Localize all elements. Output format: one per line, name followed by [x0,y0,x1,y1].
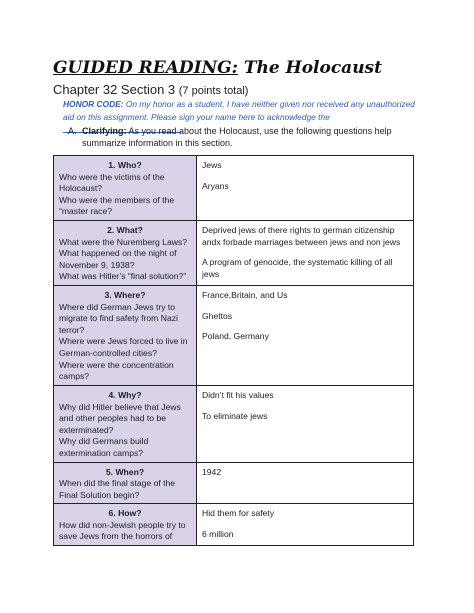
table-row [54,220,414,285]
answer-cell[interactable] [197,220,414,285]
answer-text: Ghettos [202,310,233,321]
table-row [54,385,414,462]
question-text: Where were the concentration camps? [59,359,174,382]
question-cell [54,385,197,462]
chapter-label: Chapter 32 Section 3 [53,82,176,97]
answer-text: Jews [202,160,222,170]
question-text: Why did Germans build extermination camps? [59,436,149,458]
question-text: What were the Nuremberg Laws? [59,236,188,247]
honor-code-label: HONOR CODE: [63,99,124,109]
question-text: What was Hitler’s “final solution?” [59,271,187,282]
section-a [68,125,418,149]
question-text: Who were the victims of the Holocaust? [59,171,165,194]
points-total: (7 points total) [178,85,249,97]
answer-cell[interactable] [197,285,414,385]
question-heading: 5. When? [105,466,145,477]
answer-cell[interactable] [197,156,414,221]
answer-text: To eliminate jews [202,410,268,421]
question-text: How did non-Jewish people try to save Jews from the horrors of [59,519,186,542]
question-text: Why did Hitler believe that Jews and other peoples had to be exterminated? [59,401,181,435]
section-a-label: Clarifying: [82,126,127,136]
answer-text: Poland, Germany [202,331,269,342]
answer-cell[interactable] [197,504,414,546]
answer-text: Aryans [202,180,229,191]
answer-cell[interactable] [197,385,414,462]
answer-cell[interactable] [197,462,414,504]
table-row [54,462,414,504]
guided-reading-table [53,155,414,546]
answer-text: 1942 [202,466,222,477]
title-rest: The Holocaust [237,58,382,78]
question-heading: 4. Why? [108,389,142,400]
answer-text: Deprived jews of there rights to german citizenship andx forbade marriages between jews and non jews [202,224,401,247]
answer-text: A program of genocide, the systematic killing of all jews [202,257,393,279]
table-row [54,156,414,221]
question-text: Where were Jews forced to live in German-controlled cities? [59,336,188,358]
honor-code-text: On my honor as a student, I have neither given nor received any unauthorized aid on this assignment. Please sign your name here to acknowledge the [63,99,415,122]
question-cell [54,285,197,385]
question-cell [54,220,197,285]
question-cell [54,504,197,546]
section-a-marker: A. [68,126,77,136]
answer-text: 6 million [202,528,234,539]
table-body [54,156,414,546]
question-cell [54,462,197,504]
answer-text: Hid them for safety [202,508,275,519]
section-a-body [82,125,418,149]
page-title [53,58,382,78]
question-text: What happened on the night of November 9, 1938? [59,248,177,270]
question-heading: 3. Where? [104,289,146,300]
table-row [54,504,414,546]
table-row [54,285,414,385]
answer-text: France,Britain, and Us [202,289,288,300]
chapter-heading [53,82,248,97]
question-text: When did the final stage of the Final Solution begin? [59,478,176,500]
section-a-text: As you read about the Holocaust, use the following questions help summarize information in this section. [82,126,392,148]
question-heading: 6. How? [108,508,142,519]
question-cell [54,156,197,221]
answer-text: Didn’t fit his values [202,389,274,400]
question-text: Who were the members of the “master race? [59,194,175,217]
question-heading: 1. Who? [108,160,142,170]
question-text: Where did German Jews try to migrate to find safety from Nazi terror? [59,301,178,335]
question-heading: 2. What? [107,224,143,235]
title-underlined: GUIDED READING: [53,58,238,78]
